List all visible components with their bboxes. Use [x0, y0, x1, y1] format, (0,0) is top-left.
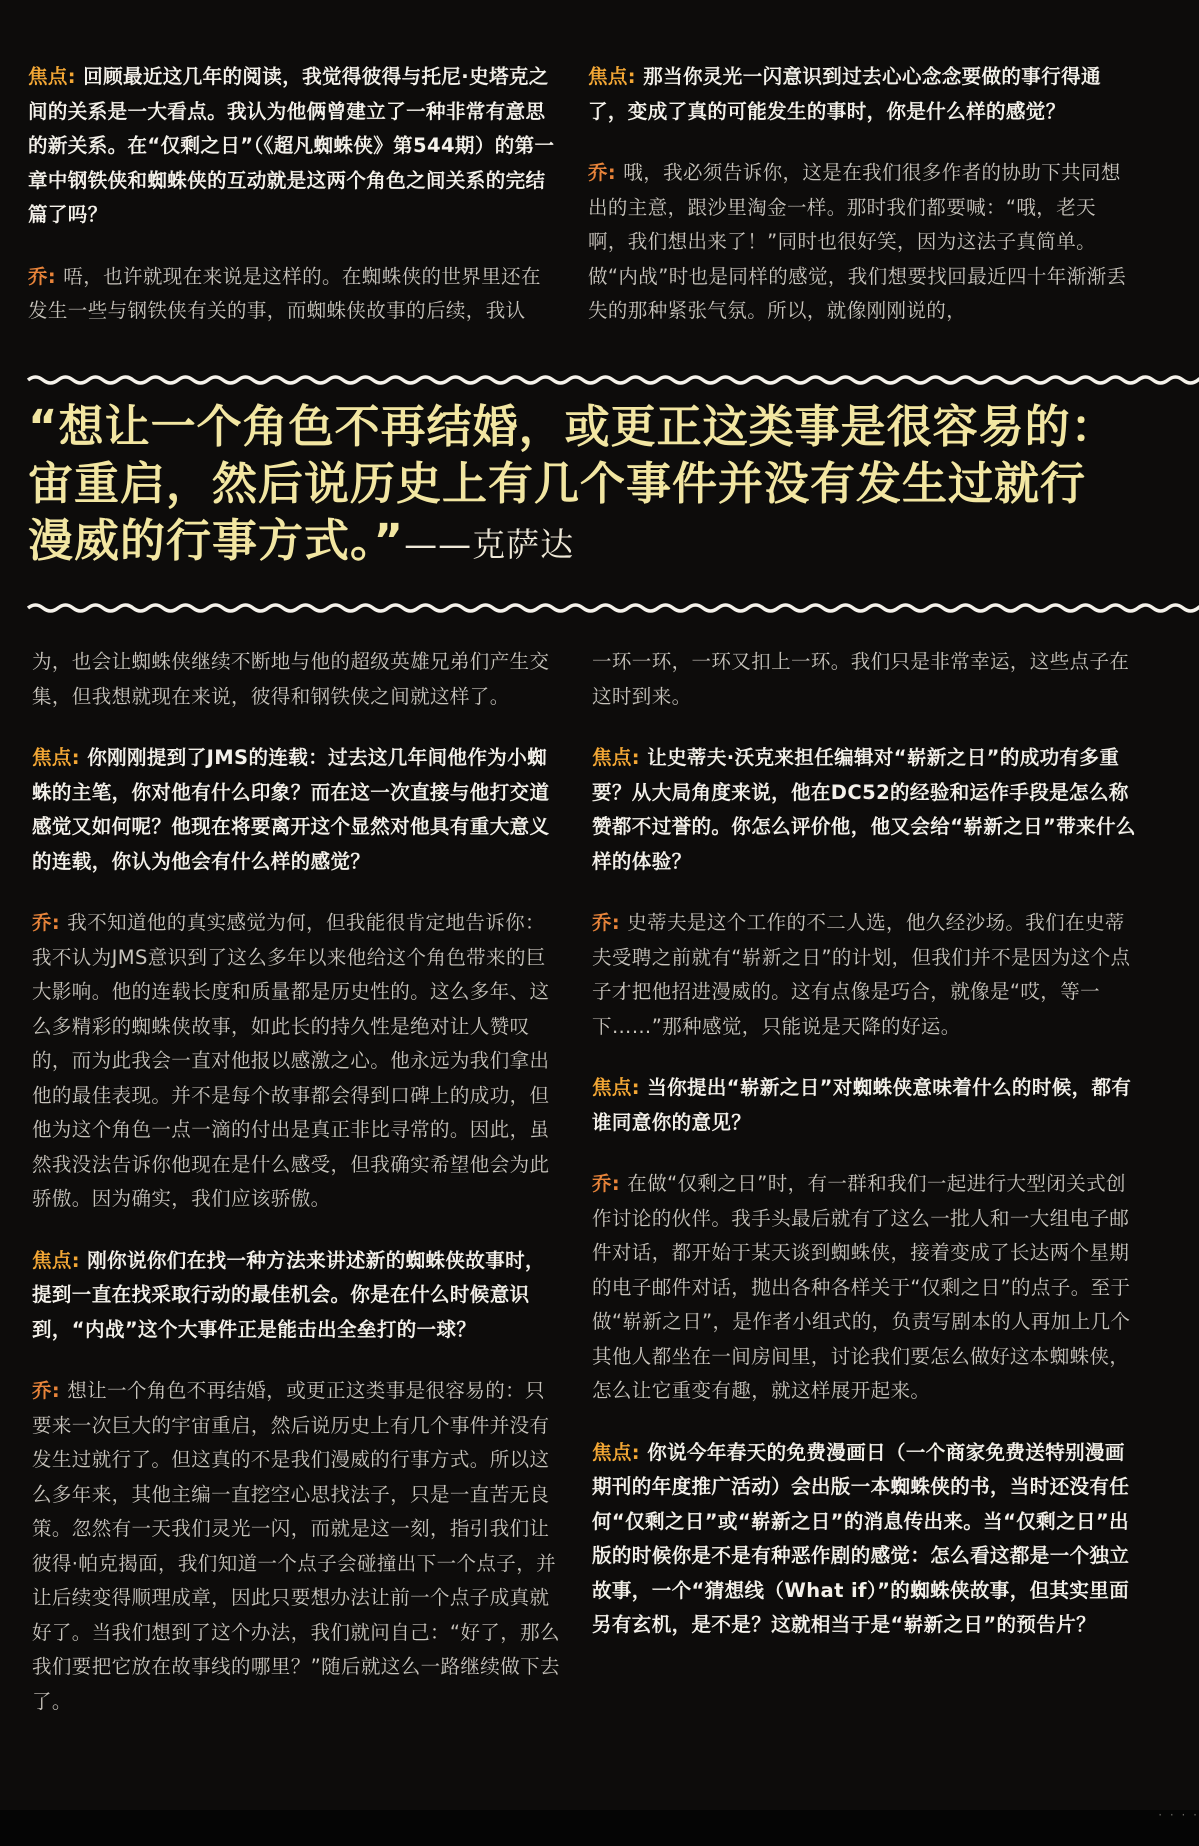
pull-quote-line-3	[28, 512, 1199, 573]
speaker-label: 焦点:	[32, 746, 88, 769]
answer-paragraph	[32, 906, 564, 1217]
paragraph-text: 回顾最近这几年的阅读，我觉得彼得与托尼·史塔克之间的关系是一大看点。我认为他俩曾建立了一种非常有意思的新关系。在“仅剩之日”（《超凡蜘蛛侠》第544期）的第一章中钢铁侠和蜘蛛侠的互动就是这两个角色之间关系的完结篇了吗？	[28, 65, 555, 226]
question-paragraph	[588, 60, 1133, 129]
paragraph-text: 你说今年春天的免费漫画日（一个商家免费送特别漫画期刊的年度推广活动）会出版一本蜘蛛侠的书，当时还没有任何“仅剩之日”或“崭新之日”的消息传出来。当“仅剩之日”出版的时候你是不是有种恶作剧的感觉：怎么看这都是一个独立故事，一个“猜想线（What if）”的蜘蛛侠故事，但其实里面另有玄机，是不是？这就相当于是“崭新之日”的预告片？	[592, 1440, 1130, 1636]
paragraph-text: 为，也会让蜘蛛侠继续不断地与他的超级英雄兄弟们产生交集，但我想就现在来说，彼得和钢铁侠之间就这样了。	[32, 650, 550, 708]
paragraph-text: 想让一个角色不再结婚，或更正这类事是很容易的：只要来一次巨大的宇宙重启，然后说历史上有几个事件并没有发生过就行了。但这真的不是我们漫威的行事方式。所以这么多年来，其他主编一直挖空心思找法子，只是一直苦无良策。忽然有一天我们灵光一闪，而就是这一刻，指引我们让彼得·帕克揭面，我们知道一个点子会碰撞出下一个点子，并让后续变得顺理成章，因此只要想办法让前一个点子成真就好了。当我们想到了这个办法，我们就问自己：“好了，那么我们要把它放在故事线的哪里？”随后就这么一路继续做下去了。	[32, 1379, 560, 1713]
speaker-label: 焦点:	[588, 65, 644, 88]
pull-quote-attribution: ——克萨达	[404, 525, 575, 564]
wave-line	[28, 605, 1199, 611]
paragraph-text: 在做“仅剩之日”时，有一群和我们一起进行大型闭关式创作讨论的伙伴。我手头最后就有了这么一批人和一大组电子邮件对话，都开始于某天谈到蜘蛛侠，接着变成了长达两个星期的电子邮件对话，抛出各种各样关于“仅剩之日”的点子。至于做“崭新之日”，是作者小组式的，负责写剧本的人再加上几个其他人都坐在一间房间里，讨论我们要怎么做好这本蜘蛛侠，怎么让它重变有趣，就这样展开起来。	[592, 1172, 1131, 1402]
wavy-divider-bottom	[0, 596, 1199, 620]
speaker-label: 焦点:	[592, 746, 648, 769]
paragraph-text: 让史蒂夫·沃克来担任编辑对“崭新之日”的成功有多重要？从大局角度来说，他在DC52的经验和运作手段是怎么称赞都不过誉的。你怎么评价他，他又会给“崭新之日”带来什么样的体验？	[592, 746, 1136, 873]
speaker-label: 乔:	[588, 161, 624, 184]
answer-paragraph	[28, 260, 558, 329]
paragraph-text: 唔，也许就现在来说是这样的。在蜘蛛侠的世界里还在发生一些与钢铁侠有关的事，而蜘蛛侠故事的后续，我认	[28, 264, 541, 322]
pull-quote-line-2: 宙重启，然后说历史上有几个事件并没有发生过就行	[28, 457, 1087, 510]
question-paragraph	[32, 741, 564, 879]
answer-paragraph	[592, 906, 1140, 1044]
page-bottom-strip	[0, 1810, 1199, 1846]
pull-quote-line-1: “想让一个角色不再结婚，或更正这类事是很容易的：	[28, 400, 1117, 453]
question-paragraph	[592, 1436, 1140, 1643]
paragraph-text: 当你提出“崭新之日”对蜘蛛侠意味着什么的时候，都有谁同意你的意见？	[592, 1076, 1132, 1134]
speaker-label: 乔:	[32, 1379, 68, 1402]
speaker-label: 乔:	[32, 911, 68, 934]
top-right-column	[588, 60, 1133, 356]
bottom-left-column	[32, 645, 564, 1746]
speaker-label: 乔:	[592, 911, 628, 934]
speaker-label: 焦点:	[32, 1248, 88, 1272]
question-paragraph	[28, 60, 558, 233]
bottom-right-column	[592, 645, 1140, 1670]
paragraph-text: 刚你说你们在找一种方法来讲述新的蜘蛛侠故事时，提到一直在找采取行动的最佳机会。你是在什么时候意识到，“内战”这个大事件正是能击出全垒打的一球？	[32, 1248, 545, 1341]
speaker-label: 焦点:	[28, 65, 84, 88]
paragraph-text: 一环一环，一环又扣上一环。我们只是非常幸运，这些点子在这时到来。	[592, 650, 1130, 708]
paragraph-text: 那当你灵光一闪意识到过去心心念念要做的事行得通了，变成了真的可能发生的事时，你是什么样的感觉？	[588, 65, 1101, 123]
paragraph-text: 你刚刚提到了JMS的连载：过去这几年间他作为小蜘蛛的主笔，你对他有什么印象？而在这一次直接与他打交道感觉又如何呢？他现在将要离开这个显然对他具有重大意义的连载，你认为他会有什么样的感觉？	[32, 746, 550, 873]
wave-line	[28, 377, 1199, 383]
pull-quote-line-3-text: 漫威的行事方式。”	[28, 514, 405, 567]
speaker-label: 焦点:	[592, 1076, 648, 1099]
question-paragraph	[592, 1071, 1140, 1140]
paragraph-text: 史蒂夫是这个工作的不二人选，他久经沙场。我们在史蒂夫受聘之前就有“崭新之日”的计划，但我们并不是因为这个点子才把他招进漫威的。这有点像是巧合，就像是“哎，等一下……”那种感觉，只能说是天降的好运。	[592, 911, 1131, 1038]
question-paragraph	[592, 741, 1140, 879]
pull-quote	[28, 398, 1199, 573]
answer-paragraph	[592, 1167, 1140, 1409]
page-footer-mark: · · · ·	[1158, 1808, 1199, 1822]
answer-paragraph	[32, 645, 564, 714]
answer-paragraph	[588, 156, 1133, 329]
speaker-label: 焦点:	[592, 1440, 648, 1464]
paragraph-text: 哦，我必须告诉你，这是在我们很多作者的协助下共同想出的主意，跟沙里淘金一样。那时我们都要喊：“哦，老天啊，我们想出来了！”同时也很好笑，因为这法子真简单。做“内战”时也是同样的感觉，我们想要找回最近四十年渐渐丢失的那种紧张气氛。所以，就像刚刚说的，	[588, 161, 1127, 322]
answer-paragraph	[32, 1374, 564, 1719]
top-left-column	[28, 60, 558, 356]
speaker-label: 乔:	[28, 264, 64, 288]
answer-paragraph	[592, 645, 1140, 714]
question-paragraph	[32, 1244, 564, 1348]
paragraph-text: 我不知道他的真实感觉为何，但我能很肯定地告诉你：我不认为JMS意识到了这么多年以来他给这个角色带来的巨大影响。他的连载长度和质量都是历史性的。这么多年、这么多精彩的蜘蛛侠故事，如此长的持久性是绝对让人赞叹的，而为此我会一直对他报以感激之心。他永远为我们拿出他的最佳表现。并不是每个故事都会得到口碑上的成功，但他为这个角色一点一滴的付出是真正非比寻常的。因此，虽然我没法告诉你他现在是什么感受，但我确实希望他会为此骄傲。因为确实，我们应该骄傲。	[32, 911, 550, 1210]
speaker-label: 乔:	[592, 1172, 628, 1195]
wavy-divider-top	[0, 368, 1199, 392]
